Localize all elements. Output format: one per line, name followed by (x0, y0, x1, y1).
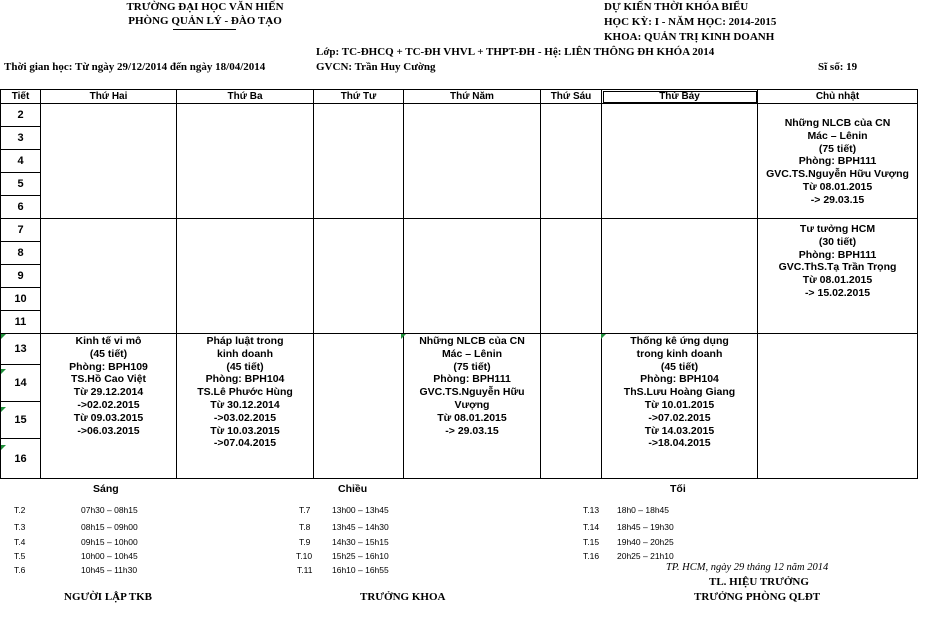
slot-time: 14h30 – 15h15 (332, 537, 389, 547)
slot-time: 15h25 – 16h10 (332, 551, 389, 561)
course-end-date: ->07.04.2015 (213, 437, 277, 450)
course-lecturer: TS.Hồ Cao Việt (70, 373, 147, 386)
course-start-date: Từ 08.01.2015 (802, 180, 873, 193)
course-hours: (75 tiết) (818, 142, 857, 155)
cell-friday-evening[interactable] (541, 334, 602, 479)
course-end-date: ->18.04.2015 (648, 437, 711, 450)
cell-friday-morning[interactable] (541, 104, 602, 219)
slot-time: 13h45 – 14h30 (332, 522, 389, 532)
column-header-period: Tiết (1, 90, 41, 104)
slot-time: 10h45 – 11h30 (81, 565, 138, 575)
column-header-thursday: Thứ Năm (404, 90, 541, 104)
period-label: 5 (1, 173, 41, 196)
course-room: Phòng: BPH111 (798, 248, 877, 261)
cell-friday-afternoon[interactable] (541, 219, 602, 334)
period-label: 13 (1, 334, 41, 365)
course-hours: (45 tiết) (660, 360, 699, 373)
head-office-signature-title: TRƯỞNG PHÒNG QLĐT (694, 591, 821, 603)
school-name: TRƯỜNG ĐẠI HỌC VĂN HIẾN (126, 1, 284, 13)
course-start-date: Từ 30.12.2014 (210, 398, 280, 411)
course-room: Phòng: BPH109 (69, 360, 148, 373)
period-label: 8 (1, 242, 41, 265)
course-lecturer: TS.Lê Phước Hùng (197, 386, 293, 399)
cell-wednesday-afternoon[interactable] (314, 219, 404, 334)
department-underline (173, 29, 236, 30)
course-end-date: ->07.02.2015 (648, 411, 711, 424)
course-lecturer: ThS.Lưu Hoàng Giang (623, 386, 736, 399)
cell-tuesday-morning[interactable] (177, 104, 314, 219)
slot-period: T.13 (583, 505, 600, 515)
period-label: 6 (1, 196, 41, 219)
cell-thursday-morning[interactable] (404, 104, 541, 219)
course-end-date: -> 15.02.2015 (804, 286, 871, 299)
course-title-line: Pháp luật trong (206, 335, 284, 347)
slot-period: T.3 (14, 522, 26, 532)
cell-thursday-afternoon[interactable] (404, 219, 541, 334)
course-title-line: Tư tưởng HCM (799, 223, 876, 235)
course-end-date: ->02.02.2015 (77, 398, 140, 411)
course-hours: (45 tiết) (89, 347, 128, 360)
course-title-line: kinh doanh (217, 347, 273, 360)
dean-signature-title: TRƯỞNG KHOA (360, 591, 446, 603)
period-label: 9 (1, 265, 41, 288)
cell-monday-morning[interactable] (41, 104, 177, 219)
course-end-date: -> 29.03.15 (810, 193, 865, 206)
study-period: Thời gian học: Từ ngày 29/12/2014 đến ngày 18/04/2014 (4, 61, 266, 73)
column-header-monday: Thứ Hai (41, 90, 177, 104)
comment-marker-icon[interactable] (601, 334, 606, 339)
slot-period: T.4 (14, 537, 26, 547)
course-title-line: Những NLCB của CN (784, 117, 891, 129)
course-start-date: Từ 08.01.2015 (802, 274, 873, 287)
course-end-date: -> 29.03.15 (445, 424, 499, 437)
slot-time: 08h15 – 09h00 (81, 522, 138, 532)
slot-period: T.6 (14, 565, 26, 575)
course-room: Phòng: BPH104 (205, 373, 285, 386)
course-room: Phòng: BPH111 (798, 155, 877, 168)
course-start-date: Từ 10.01.2015 (644, 398, 715, 411)
course-start-date: Từ 08.01.2015 (437, 411, 507, 424)
cell-sunday-evening[interactable] (758, 334, 918, 479)
column-header-tuesday: Thứ Ba (177, 90, 314, 104)
course-thursday-evening[interactable] (404, 334, 541, 479)
advisor: GVCN: Trần Huy Cường (316, 61, 436, 73)
course-sunday-afternoon[interactable] (758, 219, 918, 334)
semester-info: HỌC KỲ: I - NĂM HỌC: 2014-2015 (604, 16, 777, 28)
course-room: Phòng: BPH104 (640, 373, 719, 386)
comment-marker-icon[interactable] (1, 369, 6, 374)
course-lecturer: GVC.ThS.Tạ Trần Trọng (778, 261, 897, 274)
slot-period: T.7 (299, 505, 311, 515)
course-lecturer: Vượng (454, 398, 490, 411)
slot-period: T.16 (583, 551, 600, 561)
slot-period: T.5 (14, 551, 26, 561)
period-label: 10 (1, 288, 41, 311)
course-monday-evening[interactable] (41, 334, 177, 479)
slot-time: 18h0 – 18h45 (617, 505, 669, 515)
course-sunday-morning[interactable] (758, 104, 918, 219)
comment-marker-icon[interactable] (1, 334, 6, 339)
cell-wednesday-morning[interactable] (314, 104, 404, 219)
course-tuesday-evening[interactable] (177, 334, 314, 479)
slot-time: 18h45 – 19h30 (617, 522, 674, 532)
period-label: 4 (1, 150, 41, 173)
comment-marker-icon[interactable] (1, 407, 6, 412)
slot-period: T.14 (583, 522, 600, 532)
period-label: 11 (1, 311, 41, 334)
course-start-date: Từ 10.03.2015 (210, 424, 280, 437)
comment-marker-icon[interactable] (401, 334, 406, 339)
evening-label: Tối (670, 483, 686, 495)
course-start-date: Từ 29.12.2014 (73, 386, 144, 399)
column-header-friday: Thứ Sáu (541, 90, 602, 104)
course-start-date: Từ 09.03.2015 (73, 411, 144, 424)
headcount: Sĩ số: 19 (818, 61, 858, 73)
course-lecturer: GVC.TS.Nguyễn Hữu Vượng (766, 168, 909, 181)
course-lecturer: GVC.TS.Nguyễn Hữu (419, 386, 525, 399)
course-title-line: trong kinh doanh (636, 347, 723, 360)
morning-label: Sáng (93, 483, 119, 495)
slot-period: T.9 (299, 537, 311, 547)
course-hours: (75 tiết) (453, 360, 491, 373)
slot-period: T.2 (14, 505, 26, 515)
comment-marker-icon[interactable] (1, 445, 6, 450)
slot-period: T.10 (296, 551, 313, 561)
course-title-line: Mác – Lênin (807, 129, 868, 142)
date-place: TP. HCM, ngày 29 tháng 12 năm 2014 (666, 562, 829, 573)
period-label: 14 (1, 365, 41, 402)
course-saturday-evening[interactable] (602, 334, 758, 479)
period-label: 15 (1, 402, 41, 439)
period-label: 3 (1, 127, 41, 150)
course-title-line: Kinh tế vi mô (75, 335, 142, 347)
on-behalf-title: TL. HIỆU TRƯỞNG (709, 576, 809, 588)
course-hours: (30 tiết) (818, 235, 857, 248)
cell-saturday-morning[interactable] (602, 104, 758, 219)
period-label: 7 (1, 219, 41, 242)
column-header-wednesday: Thứ Tư (314, 90, 404, 104)
period-label: 2 (1, 104, 41, 127)
afternoon-label: Chiều (338, 483, 368, 495)
slot-period: T.8 (299, 522, 311, 532)
course-title-line: Thống kê ứng dụng (630, 335, 729, 347)
slot-period: T.15 (583, 537, 600, 547)
course-hours: (45 tiết) (226, 360, 264, 373)
cell-tuesday-afternoon[interactable] (177, 219, 314, 334)
timetable-grid (0, 89, 918, 479)
slot-time: 19h40 – 20h25 (617, 537, 674, 547)
column-header-sunday: Chủ nhật (758, 90, 918, 104)
cell-wednesday-evening[interactable] (314, 334, 404, 479)
class-info: Lớp: TC-ĐHCQ + TC-ĐH VHVL + THPT-ĐH - Hệ: LIÊN THÔNG ĐH KHÓA 2014 (316, 46, 715, 58)
slot-period: T.11 (297, 565, 313, 575)
course-title-line: Mác – Lênin (441, 347, 503, 360)
scheduler-signature-title: NGƯỜI LẬP TKB (64, 591, 153, 603)
course-end-date: ->03.02.2015 (213, 411, 277, 424)
slot-time: 07h30 – 08h15 (81, 505, 138, 515)
slot-time: 20h25 – 21h10 (617, 551, 674, 561)
course-title-line: Những NLCB của CN (419, 335, 525, 347)
period-label: 16 (1, 439, 41, 479)
course-start-date: Từ 14.03.2015 (644, 424, 715, 437)
slot-time: 09h15 – 10h00 (81, 537, 138, 547)
department-name: PHÒNG QUẢN LÝ - ĐÀO TẠO (128, 15, 282, 27)
slot-time: 16h10 – 16h55 (332, 565, 389, 575)
cell-saturday-afternoon[interactable] (602, 219, 758, 334)
slot-time: 10h00 – 10h45 (81, 551, 138, 561)
course-end-date: ->06.03.2015 (77, 424, 140, 437)
course-room: Phòng: BPH111 (433, 373, 511, 386)
faculty-info: KHOA: QUẢN TRỊ KINH DOANH (604, 31, 775, 43)
document-title: DỰ KIẾN THỜI KHÓA BIỂU (604, 1, 749, 13)
slot-time: 13h00 – 13h45 (332, 505, 389, 515)
column-header-saturday[interactable]: Thứ Bảy (602, 90, 758, 104)
cell-monday-afternoon[interactable] (41, 219, 177, 334)
